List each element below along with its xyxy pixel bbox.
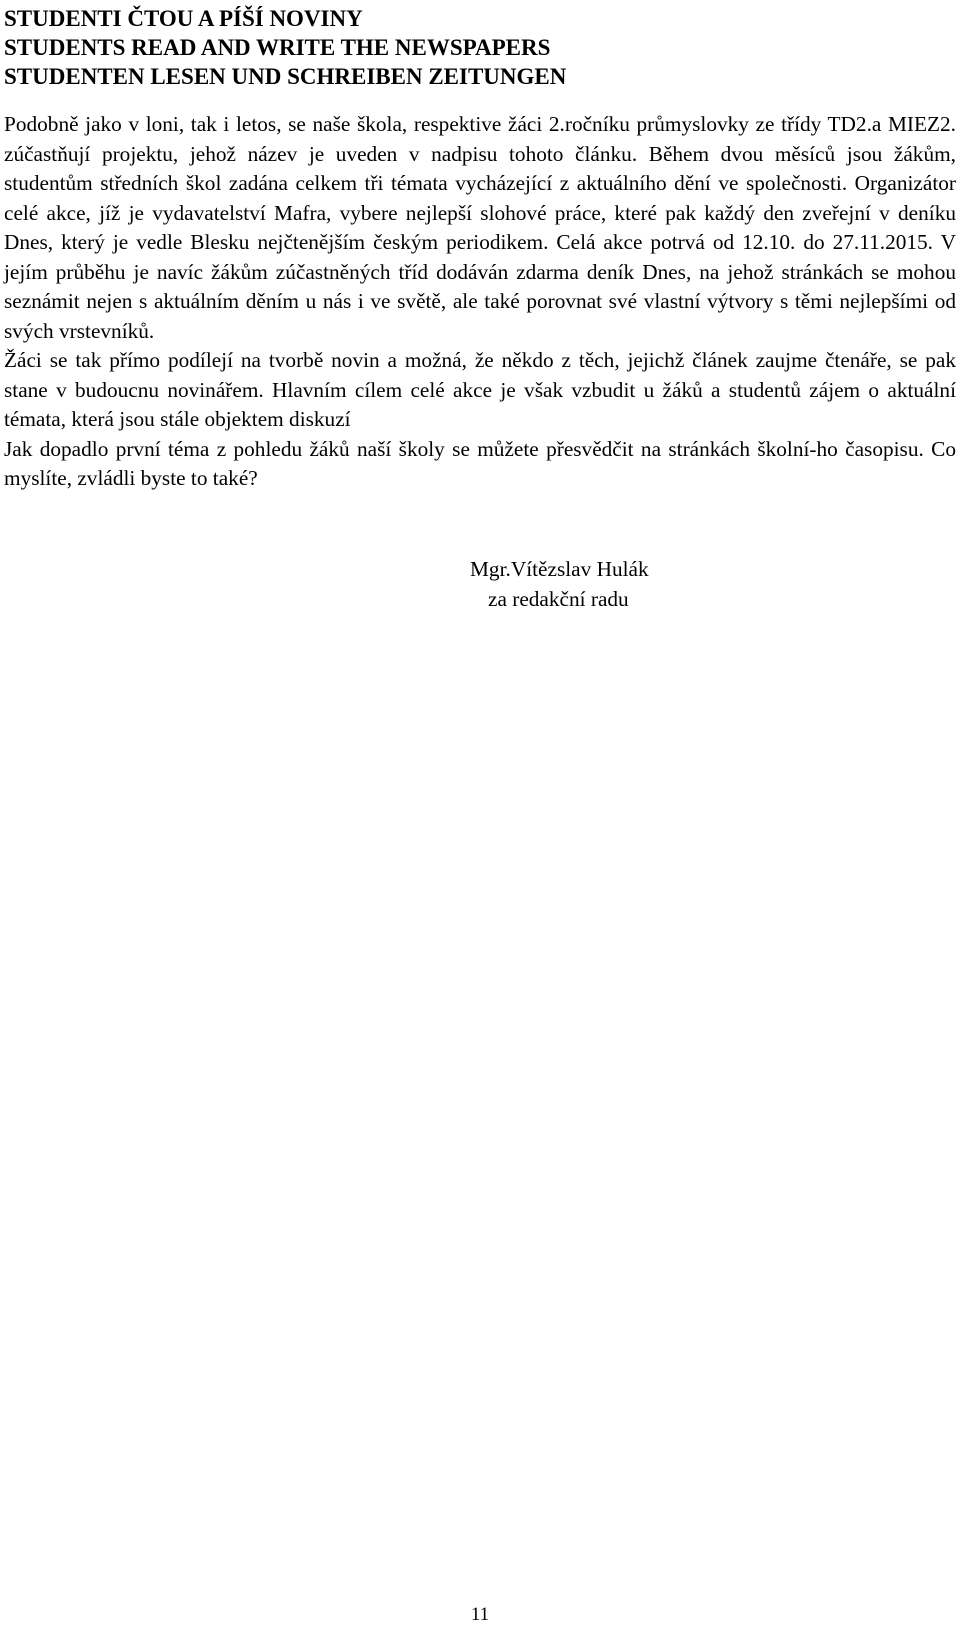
article-body (4, 110, 956, 494)
title-german: STUDENTEN LESEN UND SCHREIBEN ZEITUNGEN (4, 64, 567, 89)
article-paragraph-1: Podobně jako v loni, tak i letos, se naše škola, respektive žáci 2.ročníku průmyslovky ze třídy TD2.a MIEZ2. zúčastňují projektu, jehož název je uveden v nadpisu tohoto článku. Během dvou měsíců jsou žákům, studentům středních škol zadána celkem tři témata vycházející z aktuálního dění ve společnosti. Organizátor celé akce, jíž je vydavatelství Mafra, vybere nejlepší slohové práce, které pak každý den zveřejní v deníku Dnes, který je vedle Blesku nejčtenějším českým periodikem. Celá akce potrvá od 12.10. do 27.11.2015. V jejím průběhu je navíc žákům zúčastněných tříd dodáván zdarma deník Dnes, na jehož stránkách se mohou seznámit nejen s aktuálním děním u nás i ve světě, ale také porovnat své vlastní výtvory s těmi nejlepšími od svých vrstevníků. (4, 112, 956, 343)
title-english: STUDENTS READ AND WRITE THE NEWSPAPERS (4, 35, 551, 60)
signature-block (470, 554, 649, 614)
title-block (4, 4, 934, 91)
article-paragraph-3: Jak dopadlo první téma z pohledu žáků naší školy se můžete přesvědčit na stránkách školní-ho časopisu. Co myslíte, zvládli byste to také? (4, 436, 956, 490)
author-role: za redakční radu (488, 587, 629, 611)
article-paragraph-2: Žáci se tak přímo podílejí na tvorbě novin a možná, že někdo z těch, jejichž článek zaujme čtenáře, se pak stane v budoucnu novinářem. Hlavním cílem celé akce je však vzbudit u žáků a studentů zájem o aktuální témata, která jsou stále objektem diskuzí (4, 348, 956, 431)
author-name: Mgr.Vítězslav Hulák (470, 557, 649, 581)
title-czech: STUDENTI ČTOU A PÍŠÍ NOVINY (4, 6, 363, 31)
page-number: 11 (470, 1604, 490, 1625)
